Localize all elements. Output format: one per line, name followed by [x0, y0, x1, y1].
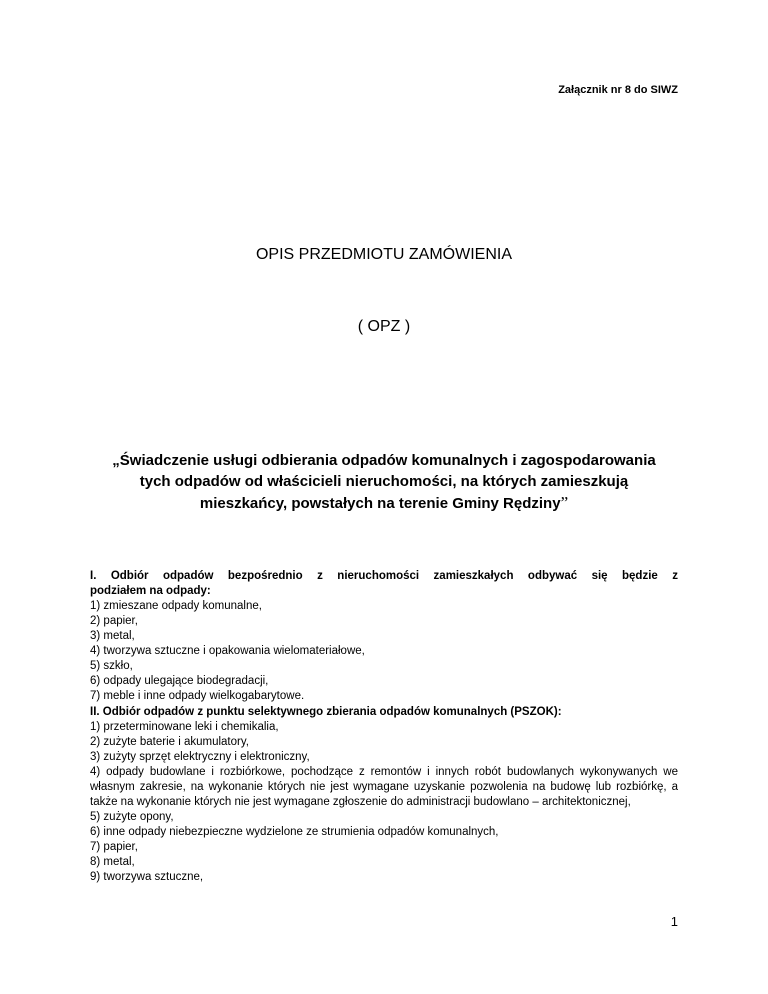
- contract-subject: [0, 450, 768, 514]
- list-item: 1) przeterminowane leki i chemikalia,: [90, 721, 279, 733]
- list-item: 6) odpady ulegające biodegradacji,: [90, 675, 269, 687]
- document-abbreviation: ( OPZ ): [357, 318, 411, 335]
- list-item: 9) tworzywa sztuczne,: [90, 871, 204, 883]
- list-item: 6) inne odpady niebezpieczne wydzielone ze strumienia odpadów komunalnych,: [90, 826, 499, 838]
- list-item: 2) zużyte baterie i akumulatory,: [90, 736, 249, 748]
- list-item: 3) metal,: [90, 630, 135, 642]
- annex-label: Załącznik nr 8 do SIWZ: [558, 84, 678, 96]
- section-1-heading-cont: podziałem na odpady:: [90, 585, 211, 597]
- document-title: OPIS PRZEDMIOTU ZAMÓWIENIA: [255, 246, 512, 263]
- list-item: 1) zmieszane odpady komunalne,: [90, 600, 262, 612]
- subject-line-2: tych odpadów od właścicieli nieruchomości, na których zamieszkują: [139, 473, 629, 490]
- list-item: 5) szkło,: [90, 660, 133, 672]
- list-item: 4) odpady budowlane i rozbiórkowe, pochodzące z remontów i innych robót budowlanych wykonywanych we własnym zakresie, na wykonanie których nie jest wymagane uzyskanie pozwolenia na budowę lub rozbiórkę, a także na wykonanie których nie jest wymagane zgłoszenie do administracji budowlano – architektonicznej,: [90, 766, 678, 808]
- list-item: 5) zużyte opony,: [90, 811, 174, 823]
- subject-line-1: „Świadczenie usługi odbierania odpadów komunalnych i zagospodarowania: [112, 452, 656, 469]
- section-2-heading: II. Odbiór odpadów z punktu selektywnego zbierania odpadów komunalnych (PSZOK):: [90, 706, 562, 718]
- list-item: 8) metal,: [90, 856, 135, 868]
- section-1-heading: I. Odbiór odpadów bezpośrednio z nieruchomości zamieszkałych odbywać się będzie z: [90, 570, 678, 582]
- list-item: 7) papier,: [90, 841, 138, 853]
- list-item: 3) zużyty sprzęt elektryczny i elektroniczny,: [90, 751, 310, 763]
- subject-line-3: mieszkańcy, powstałych na terenie Gminy Rędziny”: [199, 493, 569, 512]
- open-quote: „: [112, 452, 120, 469]
- section-1: [90, 569, 678, 704]
- page-number: 1: [670, 914, 678, 929]
- close-quote: ”: [560, 493, 569, 512]
- list-item: 7) meble i inne odpady wielkogabarytowe.: [90, 690, 305, 702]
- list-item: 2) papier,: [90, 615, 138, 627]
- list-item: 4) tworzywa sztuczne i opakowania wielomateriałowe,: [90, 645, 365, 657]
- section-2: [90, 705, 678, 885]
